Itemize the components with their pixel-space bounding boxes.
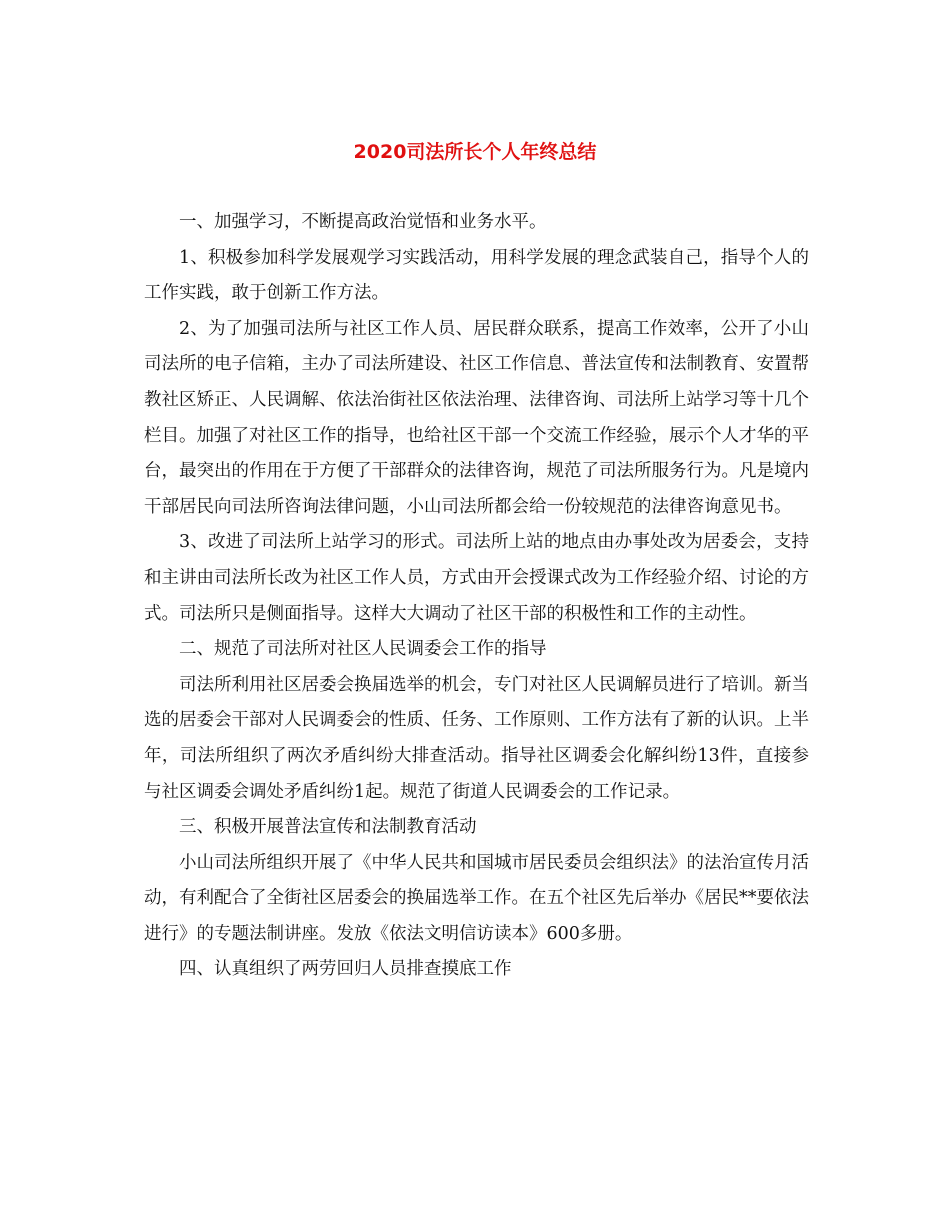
paragraph-item-2: 2、为了加强司法所与社区工作人员、居民群众联系，提高工作效率，公开了小山司法所的电子信箱，主办了司法所建设、社区工作信息、普法宣传和法制教育、安置帮教社区矫正、人民调解、依法治街社区依法治理、法律咨询、司法所上站学习等十几个栏目。加强了对社区工作的指导，也给社区干部一个交流工作经验，展示个人才华的平台，最突出的作用在于方便了干部群众的法律咨询，规范了司法所服务行为。凡是境内干部居民向司法所咨询法律问题，小山司法所都会给一份较规范的法律咨询意见书。 [144, 318, 809, 517]
paragraph-item-1: 1、积极参加科学发展观学习实践活动，用科学发展的理念武装自己，指导个人的工作实践，敢于创新工作方法。 [144, 247, 809, 304]
document-body [144, 205, 809, 988]
paragraph-section-2-body: 司法所利用社区居委会换届选举的机会，专门对社区人民调解员进行了培训。新当选的居委会干部对人民调委会的性质、任务、工作原则、工作方法有了新的认识。上半年，司法所组织了两次矛盾纠纷大排查活动。指导社区调委会化解纠纷13件，直接参与社区调委会调处矛盾纠纷1起。规范了街道人民调委会的工作记录。 [144, 674, 809, 802]
paragraph-item-3: 3、改进了司法所上站学习的形式。司法所上站的地点由办事处改为居委会，支持和主讲由司法所长改为社区工作人员，方式由开会授课式改为工作经验介绍、讨论的方式。司法所只是侧面指导。这样大大调动了社区干部的积极性和工作的主动性。 [144, 532, 809, 624]
document-title: 2020司法所长个人年终总结 [353, 141, 597, 163]
paragraph-section-2-heading: 二、规范了司法所对社区人民调委会工作的指导 [179, 639, 547, 660]
paragraph-section-1-heading: 一、加强学习，不断提高政治觉悟和业务水平。 [179, 212, 547, 232]
paragraph-section-3-body: 小山司法所组织开展了《中华人民共和国城市居民委员会组织法》的法治宣传月活动，有利配合了全街社区居委会的换届选举工作。在五个社区先后举办《居民**要依法进行》的专题法制讲座。发放《依法文明信访读本》600多册。 [144, 852, 809, 944]
paragraph-section-4-heading: 四、认真组织了两劳回归人员排查摸底工作 [179, 959, 512, 980]
paragraph-section-3-heading: 三、积极开展普法宣传和法制教育活动 [179, 817, 477, 838]
